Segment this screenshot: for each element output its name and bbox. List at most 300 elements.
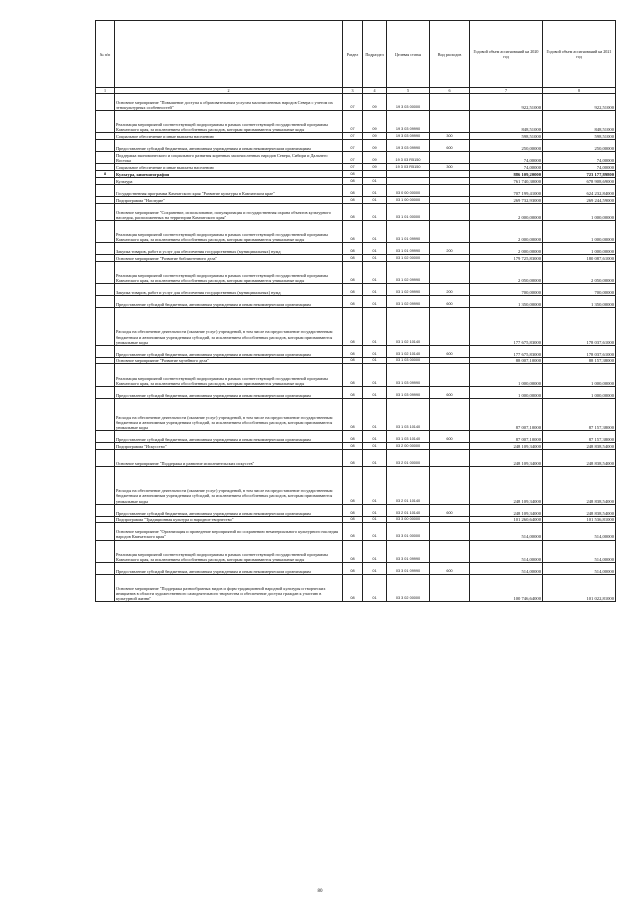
row-num xyxy=(96,196,115,203)
row-amount-2020: 87 007,10000 xyxy=(470,431,543,443)
row-target: 03 3 02 00000 xyxy=(387,574,430,601)
row-num xyxy=(96,364,115,386)
row-target: 19 3 03 R5150 xyxy=(387,164,430,171)
row-section: 07 xyxy=(343,111,363,133)
row-exp-type xyxy=(430,364,470,386)
header-name xyxy=(115,21,343,88)
row-num xyxy=(96,574,115,601)
row-num xyxy=(96,449,115,466)
row-exp-type: 300 xyxy=(430,164,470,171)
row-num xyxy=(96,504,115,516)
row-subsection: 01 xyxy=(363,516,387,523)
row-exp-type xyxy=(430,449,470,466)
col-number: 1 xyxy=(96,88,115,94)
page-number: 80 xyxy=(317,889,323,894)
table-row xyxy=(96,152,616,164)
row-num xyxy=(96,152,115,164)
row-amount-2020: 248 109,34000 xyxy=(470,449,543,466)
row-num xyxy=(96,111,115,133)
row-subsection: 01 xyxy=(363,220,387,242)
row-section: 08 xyxy=(343,171,363,178)
row-name: Основное мероприятие "Поддержка разнообразных видов и форм традиционной народной культуры и творческих инициатив в области художественного самодеятельного творчества и обеспечение доступа граждан к участию в культурной жизни" xyxy=(115,574,343,601)
row-num xyxy=(96,220,115,242)
row-section: 08 xyxy=(343,443,363,450)
table-row xyxy=(96,398,616,430)
row-section: 08 xyxy=(343,203,363,220)
row-name: Реализация мероприятий соответствующей подпрограммы в рамках соответствующей государственной программы Камчатского края, за исключением обособленных расходов, которым присваиваются уникальные коды xyxy=(115,364,343,386)
row-amount-2021: 514,00000 xyxy=(543,523,616,540)
row-section: 08 xyxy=(343,431,363,443)
row-target: 03 3 01 09990 xyxy=(387,540,430,562)
row-amount-2020: 514,00000 xyxy=(470,523,543,540)
row-target: 19 3 03 09990 xyxy=(387,111,430,133)
row-amount-2020: 177 675,83000 xyxy=(470,345,543,357)
row-exp-type xyxy=(430,220,470,242)
row-target: 03 1 00 00000 xyxy=(387,196,430,203)
row-target xyxy=(387,171,430,178)
row-subsection: 01 xyxy=(363,184,387,196)
row-amount-2021: 514,00000 xyxy=(543,540,616,562)
row-amount-2021: 1 350,00000 xyxy=(543,296,616,308)
row-amount-2020: 2 050,00000 xyxy=(470,261,543,283)
row-amount-2021: 514,00000 xyxy=(543,562,616,574)
row-subsection: 01 xyxy=(363,261,387,283)
row-name: Закупка товаров, работ и услуг для обеспечения государственных (муниципальных) нужд xyxy=(115,284,343,296)
row-target xyxy=(387,177,430,184)
table-row xyxy=(96,140,616,152)
row-amount-2021: 248 838,54000 xyxy=(543,467,616,505)
row-subsection: 09 xyxy=(363,94,387,111)
row-num xyxy=(96,540,115,562)
col-number: 7 xyxy=(470,88,543,94)
row-exp-type: 600 xyxy=(430,140,470,152)
row-subsection: 01 xyxy=(363,177,387,184)
row-target: 03 1 03 00000 xyxy=(387,357,430,364)
row-section: 08 xyxy=(343,177,363,184)
table-row xyxy=(96,504,616,516)
row-name: Основное мероприятие "Поддержка и развитие исполнительских искусств" xyxy=(115,449,343,466)
row-exp-type xyxy=(430,111,470,133)
row-exp-type xyxy=(430,184,470,196)
row-name: Социальное обеспечение и иные выплаты населению xyxy=(115,164,343,171)
table-row xyxy=(96,431,616,443)
row-subsection: 09 xyxy=(363,133,387,140)
header-exp-type: Вид расходов xyxy=(430,21,470,88)
row-target: 03 1 02 09990 xyxy=(387,284,430,296)
table-row xyxy=(96,308,616,346)
row-amount-2021: 1 000,00000 xyxy=(543,386,616,398)
row-amount-2021: 248 838,54000 xyxy=(543,443,616,450)
row-amount-2020: 761 740,30000 xyxy=(470,177,543,184)
row-subsection: 01 xyxy=(363,308,387,346)
row-amount-2020: 707 199,41000 xyxy=(470,184,543,196)
row-num xyxy=(96,261,115,283)
row-num xyxy=(96,467,115,505)
row-amount-2021: 101 536,81000 xyxy=(543,516,616,523)
row-num xyxy=(96,431,115,443)
row-target: 03 2 01 10140 xyxy=(387,467,430,505)
table-row xyxy=(96,443,616,450)
row-amount-2020: 886 109,20000 xyxy=(470,171,543,178)
row-name: Основное мероприятие "Организация и проведение мероприятий по сохранению нематериального культурного наследия народов Камчатского края" xyxy=(115,523,343,540)
row-exp-type xyxy=(430,516,470,523)
table-row xyxy=(96,133,616,140)
budget-table-sheet xyxy=(95,20,615,602)
row-target: 03 2 00 00000 xyxy=(387,443,430,450)
row-target: 19 3 03 09990 xyxy=(387,140,430,152)
row-num xyxy=(96,296,115,308)
row-subsection: 01 xyxy=(363,196,387,203)
row-amount-2021: 678 908,69000 xyxy=(543,177,616,184)
row-name: Государственная программа Камчатского края "Развитие культуры в Камчатском крае" xyxy=(115,184,343,196)
row-name: Предоставление субсидий бюджетным, автономным учреждениям и иным некоммерческим организациям xyxy=(115,386,343,398)
row-subsection: 01 xyxy=(363,504,387,516)
row-amount-2021: 848,51000 xyxy=(543,111,616,133)
table-row xyxy=(96,111,616,133)
table-row xyxy=(96,196,616,203)
row-subsection: 01 xyxy=(363,255,387,262)
row-exp-type: 200 xyxy=(430,243,470,255)
row-target: 19 3 03 00000 xyxy=(387,94,430,111)
row-exp-type xyxy=(430,261,470,283)
table-row xyxy=(96,177,616,184)
table-row xyxy=(96,516,616,523)
row-target: 03 0 00 00000 xyxy=(387,184,430,196)
table-row xyxy=(96,296,616,308)
row-subsection xyxy=(363,171,387,178)
row-exp-type: 600 xyxy=(430,345,470,357)
row-amount-2021: 74,00000 xyxy=(543,164,616,171)
row-amount-2021: 87 157,38000 xyxy=(543,431,616,443)
row-section: 08 xyxy=(343,184,363,196)
header-target: Целевая статья xyxy=(387,21,430,88)
row-name: Реализация мероприятий соответствующей подпрограммы в рамках соответствующей государственной программы Камчатского края, за исключением обособленных расходов, которым присваиваются уникальные коды xyxy=(115,540,343,562)
row-amount-2020: 2 000,00000 xyxy=(470,243,543,255)
row-amount-2021: 74,00000 xyxy=(543,152,616,164)
row-target: 03 3 01 00000 xyxy=(387,523,430,540)
row-amount-2021: 1 000,00000 xyxy=(543,220,616,242)
row-exp-type xyxy=(430,523,470,540)
row-num xyxy=(96,386,115,398)
row-amount-2021: 88 157,38000 xyxy=(543,357,616,364)
row-target: 19 3 03 09990 xyxy=(387,133,430,140)
row-name: Основное мероприятие "Сохранение, использование, популяризация и государственная охрана объектов культурного наследия, расположенных на территории Камчатского края" xyxy=(115,203,343,220)
row-name: Основное мероприятие "Развитие библиотечного дела" xyxy=(115,255,343,262)
header-row xyxy=(96,21,616,88)
row-num xyxy=(96,308,115,346)
row-amount-2020: 179 725,83000 xyxy=(470,255,543,262)
row-section: 08 xyxy=(343,562,363,574)
row-name: Реализация мероприятий соответствующей подпрограммы в рамках соответствующей государственной программы Камчатского края, за исключением обособленных расходов, которым присваиваются уникальные коды xyxy=(115,261,343,283)
row-num xyxy=(96,398,115,430)
row-section: 08 xyxy=(343,540,363,562)
row-subsection: 01 xyxy=(363,243,387,255)
row-amount-2021: 700,00000 xyxy=(543,284,616,296)
row-subsection: 01 xyxy=(363,431,387,443)
col-number: 3 xyxy=(343,88,363,94)
row-exp-type: 600 xyxy=(430,431,470,443)
row-target: 19 3 03 R5150 xyxy=(387,152,430,164)
table-row xyxy=(96,449,616,466)
row-subsection: 01 xyxy=(363,523,387,540)
row-subsection: 01 xyxy=(363,345,387,357)
col-number: 6 xyxy=(430,88,470,94)
row-amount-2021: 1 000,00000 xyxy=(543,364,616,386)
row-target: 03 2 01 10140 xyxy=(387,504,430,516)
header-2021: Годовой объем ассигнований на 2021 год xyxy=(543,21,616,88)
col-number: 8 xyxy=(543,88,616,94)
row-exp-type: 200 xyxy=(430,284,470,296)
row-amount-2020: 248 109,34000 xyxy=(470,504,543,516)
row-amount-2021: 178 037,61000 xyxy=(543,308,616,346)
row-amount-2021: 922,51000 xyxy=(543,94,616,111)
row-subsection: 01 xyxy=(363,357,387,364)
row-name: Культура xyxy=(115,177,343,184)
row-amount-2021: 2 050,00000 xyxy=(543,261,616,283)
row-subsection: 09 xyxy=(363,111,387,133)
row-section: 08 xyxy=(343,345,363,357)
col-number: 2 xyxy=(115,88,343,94)
row-amount-2020: 177 675,83000 xyxy=(470,308,543,346)
row-num xyxy=(96,184,115,196)
row-exp-type: 300 xyxy=(430,133,470,140)
table-row xyxy=(96,94,616,111)
row-amount-2020: 922,51000 xyxy=(470,94,543,111)
row-num xyxy=(96,243,115,255)
row-subsection: 01 xyxy=(363,449,387,466)
row-subsection: 01 xyxy=(363,398,387,430)
row-section: 08 xyxy=(343,196,363,203)
row-subsection: 01 xyxy=(363,296,387,308)
row-name: Предоставление субсидий бюджетным, автономным учреждениям и иным некоммерческим организациям xyxy=(115,562,343,574)
header-section: Раздел xyxy=(343,21,363,88)
row-name: Расходы на обеспечение деятельности (оказание услуг) учреждений, в том числе на предоставление государственным бюджетным и автономным учреждениям субсидий, за исключением обособленных расходов, которым присваиваются уникальные коды xyxy=(115,398,343,430)
row-target: 03 1 03 09990 xyxy=(387,364,430,386)
row-amount-2021: 250,00000 xyxy=(543,140,616,152)
row-exp-type xyxy=(430,574,470,601)
row-amount-2020: 2 000,00000 xyxy=(470,220,543,242)
row-exp-type xyxy=(430,467,470,505)
row-amount-2020: 248 109,34000 xyxy=(470,467,543,505)
row-name: Культура, кинематография xyxy=(115,171,343,178)
table-row xyxy=(96,261,616,283)
row-amount-2021: 1 000,00000 xyxy=(543,203,616,220)
row-amount-2020: 514,00000 xyxy=(470,562,543,574)
row-section: 08 xyxy=(343,261,363,283)
row-section: 08 xyxy=(343,357,363,364)
row-name: Подпрограмма "Искусство" xyxy=(115,443,343,450)
header-2020: Годовой объем ассигнований на 2020 год xyxy=(470,21,543,88)
row-section: 08 xyxy=(343,523,363,540)
table-row xyxy=(96,562,616,574)
row-section: 08 xyxy=(343,398,363,430)
row-amount-2021: 1 000,00000 xyxy=(543,243,616,255)
row-section: 07 xyxy=(343,152,363,164)
row-num xyxy=(96,255,115,262)
row-section: 08 xyxy=(343,284,363,296)
table-row xyxy=(96,184,616,196)
row-section: 08 xyxy=(343,220,363,242)
row-num xyxy=(96,516,115,523)
table-row xyxy=(96,164,616,171)
table-row xyxy=(96,364,616,386)
row-subsection: 01 xyxy=(363,562,387,574)
row-section: 08 xyxy=(343,243,363,255)
row-name: Подпрограмма "Традиционная культура и народное творчество" xyxy=(115,516,343,523)
table-row xyxy=(96,357,616,364)
row-name: Реализация мероприятий соответствующей подпрограммы в рамках соответствующей государственной программы Камчатского края, за исключением обособленных расходов, которым присваиваются уникальные коды xyxy=(115,111,343,133)
row-exp-type xyxy=(430,196,470,203)
row-exp-type xyxy=(430,152,470,164)
table-row xyxy=(96,255,616,262)
row-amount-2020: 100 746,64000 xyxy=(470,574,543,601)
col-number: 4 xyxy=(363,88,387,94)
row-exp-type xyxy=(430,540,470,562)
row-num xyxy=(96,357,115,364)
row-num xyxy=(96,94,115,111)
table-row xyxy=(96,574,616,601)
row-amount-2020: 2 000,00000 xyxy=(470,203,543,220)
row-name: Поддержка экономического и социального развития коренных малочисленных народов Севера, Сибири и Дальнего Востока xyxy=(115,152,343,164)
table-row xyxy=(96,386,616,398)
row-target: 03 1 02 10140 xyxy=(387,345,430,357)
row-subsection: 01 xyxy=(363,467,387,505)
row-num: 8 xyxy=(96,171,115,178)
row-subsection: 01 xyxy=(363,203,387,220)
row-target: 03 1 01 09990 xyxy=(387,220,430,242)
row-target: 03 1 02 00000 xyxy=(387,255,430,262)
row-section: 07 xyxy=(343,94,363,111)
row-amount-2021: 624 232,84000 xyxy=(543,184,616,196)
table-row xyxy=(96,540,616,562)
row-num xyxy=(96,203,115,220)
row-section: 08 xyxy=(343,255,363,262)
row-num xyxy=(96,345,115,357)
row-amount-2021: 180 087,61000 xyxy=(543,255,616,262)
row-exp-type xyxy=(430,203,470,220)
row-section: 08 xyxy=(343,449,363,466)
table-row xyxy=(96,220,616,242)
row-section: 07 xyxy=(343,164,363,171)
row-amount-2020: 250,00000 xyxy=(470,140,543,152)
row-name: Основное мероприятие "Повышение доступа к образовательным услугам малочисленных народов Севера с учетом их этнокультурных особенностей" xyxy=(115,94,343,111)
row-name: Основное мероприятие "Развитие музейного дела" xyxy=(115,357,343,364)
row-target: 03 2 01 00000 xyxy=(387,449,430,466)
row-subsection: 01 xyxy=(363,364,387,386)
row-target: 03 1 01 09990 xyxy=(387,243,430,255)
row-name: Социальное обеспечение и иные выплаты населению xyxy=(115,133,343,140)
row-subsection: 01 xyxy=(363,574,387,601)
row-target: 03 1 03 10140 xyxy=(387,431,430,443)
row-section: 08 xyxy=(343,574,363,601)
row-exp-type xyxy=(430,94,470,111)
header-subsection: Подраздел xyxy=(363,21,387,88)
row-section: 08 xyxy=(343,364,363,386)
row-amount-2020: 269 732,93000 xyxy=(470,196,543,203)
row-exp-type xyxy=(430,398,470,430)
row-section: 08 xyxy=(343,308,363,346)
row-amount-2020: 1 000,00000 xyxy=(470,364,543,386)
row-exp-type xyxy=(430,255,470,262)
row-num xyxy=(96,523,115,540)
row-amount-2021: 248 838,54000 xyxy=(543,449,616,466)
row-amount-2021: 269 244,59000 xyxy=(543,196,616,203)
row-exp-type: 600 xyxy=(430,562,470,574)
row-exp-type xyxy=(430,177,470,184)
row-amount-2021: 101 022,81000 xyxy=(543,574,616,601)
row-name: Предоставление субсидий бюджетным, автономным учреждениям и иным некоммерческим организациям xyxy=(115,140,343,152)
row-target: 03 1 01 00000 xyxy=(387,203,430,220)
table-row xyxy=(96,171,616,178)
row-exp-type: 600 xyxy=(430,386,470,398)
row-exp-type xyxy=(430,171,470,178)
row-amount-2021: 598,51000 xyxy=(543,133,616,140)
table-row xyxy=(96,284,616,296)
row-num xyxy=(96,562,115,574)
budget-table xyxy=(95,20,616,602)
row-section: 08 xyxy=(343,516,363,523)
header-num: № п/п xyxy=(96,21,115,88)
row-amount-2020: 74,00000 xyxy=(470,164,543,171)
row-amount-2021: 87 157,38000 xyxy=(543,398,616,430)
row-target: 03 3 01 09990 xyxy=(387,562,430,574)
row-amount-2020: 1 350,00000 xyxy=(470,296,543,308)
row-amount-2021: 723 177,89800 xyxy=(543,171,616,178)
row-name: Предоставление субсидий бюджетным, автономным учреждениям и иным некоммерческим организациям xyxy=(115,296,343,308)
row-target: 03 1 03 10140 xyxy=(387,398,430,430)
row-exp-type: 600 xyxy=(430,504,470,516)
row-target: 03 1 02 09990 xyxy=(387,296,430,308)
table-row xyxy=(96,523,616,540)
row-amount-2020: 101 260,64000 xyxy=(470,516,543,523)
table-row xyxy=(96,467,616,505)
row-target: 03 1 02 10140 xyxy=(387,308,430,346)
row-amount-2020: 598,51000 xyxy=(470,133,543,140)
row-num xyxy=(96,133,115,140)
row-name: Закупка товаров, работ и услуг для обеспечения государственных (муниципальных) нужд xyxy=(115,243,343,255)
row-name: Реализация мероприятий соответствующей подпрограммы в рамках соответствующей государственной программы Камчатского края, за исключением обособленных расходов, которым присваиваются уникальные коды xyxy=(115,220,343,242)
row-section: 07 xyxy=(343,133,363,140)
row-subsection: 01 xyxy=(363,443,387,450)
row-num xyxy=(96,140,115,152)
row-name: Расходы на обеспечение деятельности (оказание услуг) учреждений, в том числе на предоставление государственным бюджетным и автономным учреждениям субсидий, за исключением обособленных расходов, которым присваиваются уникальные коды xyxy=(115,308,343,346)
row-exp-type xyxy=(430,443,470,450)
row-amount-2021: 248 838,54000 xyxy=(543,504,616,516)
row-amount-2020: 1 000,00000 xyxy=(470,386,543,398)
row-amount-2020: 74,00000 xyxy=(470,152,543,164)
row-amount-2020: 248 109,34000 xyxy=(470,443,543,450)
row-subsection: 01 xyxy=(363,284,387,296)
row-name: Предоставление субсидий бюджетным, автономным учреждениям и иным некоммерческим организациям xyxy=(115,345,343,357)
row-target: 03 1 02 09990 xyxy=(387,261,430,283)
row-name: Расходы на обеспечение деятельности (оказание услуг) учреждений, в том числе на предоставление государственным бюджетным и автономным учреждениям субсидий, за исключением обособленных расходов, которым присваиваются уникальные коды xyxy=(115,467,343,505)
table-body xyxy=(96,94,616,602)
row-target: 03 1 03 09990 xyxy=(387,386,430,398)
row-name: Предоставление субсидий бюджетным, автономным учреждениям и иным некоммерческим организациям xyxy=(115,431,343,443)
row-section: 07 xyxy=(343,140,363,152)
row-num xyxy=(96,443,115,450)
row-exp-type: 600 xyxy=(430,296,470,308)
row-amount-2020: 514,00000 xyxy=(470,540,543,562)
col-number: 5 xyxy=(387,88,430,94)
row-num xyxy=(96,284,115,296)
row-subsection: 01 xyxy=(363,540,387,562)
row-amount-2020: 87 007,10000 xyxy=(470,398,543,430)
row-section: 08 xyxy=(343,386,363,398)
row-section: 08 xyxy=(343,467,363,505)
row-subsection: 09 xyxy=(363,152,387,164)
table-row xyxy=(96,243,616,255)
